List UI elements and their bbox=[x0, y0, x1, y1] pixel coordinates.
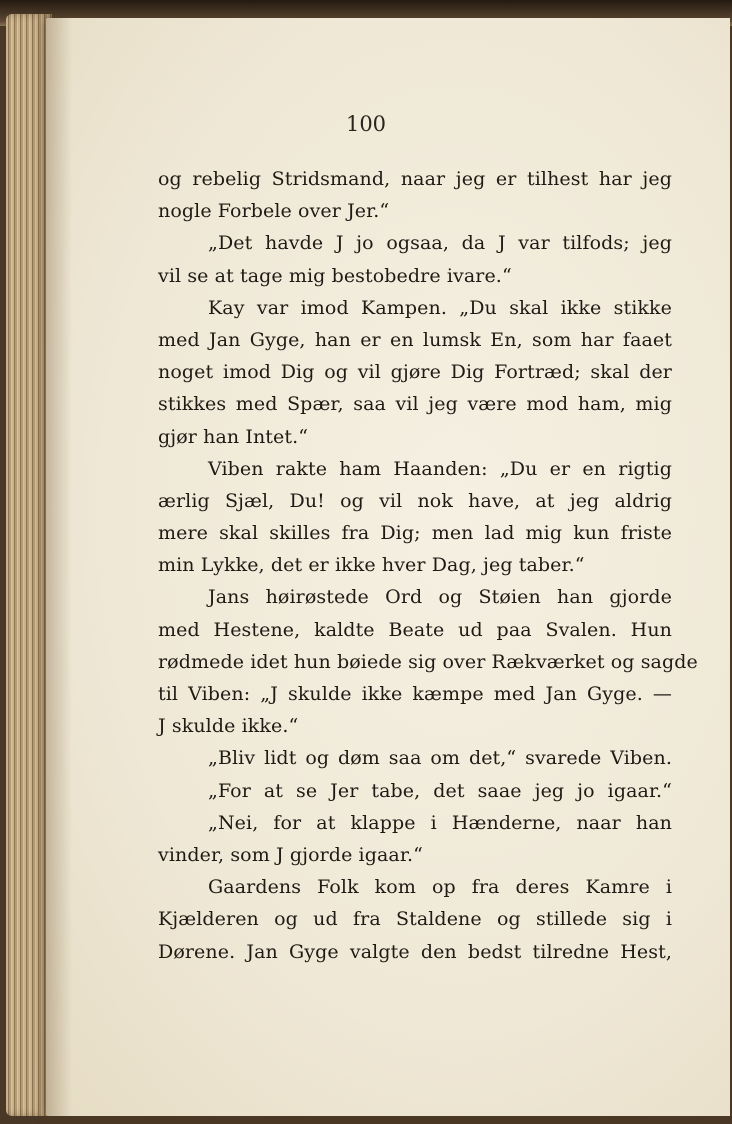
text-line: med Hestene, kaldte Beate ud paa Svalen. Hun bbox=[158, 618, 672, 641]
text-line: „Bliv lidt og døm saa om det,“ svarede Viben. bbox=[208, 747, 672, 770]
text-line: med Jan Gyge, han er en lumsk En, som har faaet bbox=[158, 328, 672, 351]
text-line: Kjælderen og ud fra Staldene og stillede sig i bbox=[158, 908, 672, 931]
text-line: noget imod Dig og vil gjøre Dig Fortræd; skal der bbox=[158, 361, 672, 384]
text-line: stikkes med Spær, saa vil jeg være mod ham, mig bbox=[158, 393, 672, 416]
text-line: til Viben: „J skulde ikke kæmpe med Jan Gyge. — bbox=[158, 683, 672, 705]
text-line: Dørene. Jan Gyge valgte den bedst tilredne Hest, bbox=[158, 940, 672, 963]
body-text bbox=[158, 163, 698, 968]
text-line: vil se at tage mig bestobedre ivare.“ bbox=[158, 264, 512, 287]
text-line: Gaardens Folk kom op fra deres Kamre i bbox=[208, 876, 672, 899]
text-line: Viben rakte ham Haanden: „Du er en rigtig bbox=[208, 457, 672, 480]
text-line: vinder, som J gjorde igaar.“ bbox=[158, 843, 423, 866]
text-line: Jans høirøstede Ord og Støien han gjorde bbox=[208, 586, 672, 609]
text-line: „Det havde J jo ogsaa, da J var tilfods; jeg bbox=[208, 232, 672, 255]
page-number: 100 bbox=[345, 112, 387, 136]
text-line: ærlig Sjæl, Du! og vil nok have, at jeg aldrig bbox=[158, 489, 672, 512]
text-line: rødmede idet hun bøiede sig over Rækværket og sagde bbox=[158, 650, 698, 673]
text-line: „For at se Jer tabe, det saae jeg jo igaar.“ bbox=[208, 779, 672, 802]
text-line: gjør han Intet.“ bbox=[158, 425, 309, 448]
text-line: nogle Forbele over Jer.“ bbox=[158, 200, 390, 223]
page-gutter-shadow bbox=[46, 18, 72, 1116]
text-line: „Nei, for at klappe i Hænderne, naar han bbox=[208, 811, 672, 834]
text-line: mere skal skilles fra Dig; men lad mig kun friste bbox=[158, 522, 672, 545]
text-line: Kay var imod Kampen. „Du skal ikke stikke bbox=[208, 296, 672, 319]
text-line: J skulde ikke.“ bbox=[158, 715, 299, 738]
text-line: og rebelig Stridsmand, naar jeg er tilhest har jeg bbox=[158, 168, 672, 190]
text-line: min Lykke, det er ikke hver Dag, jeg taber.“ bbox=[158, 554, 585, 577]
